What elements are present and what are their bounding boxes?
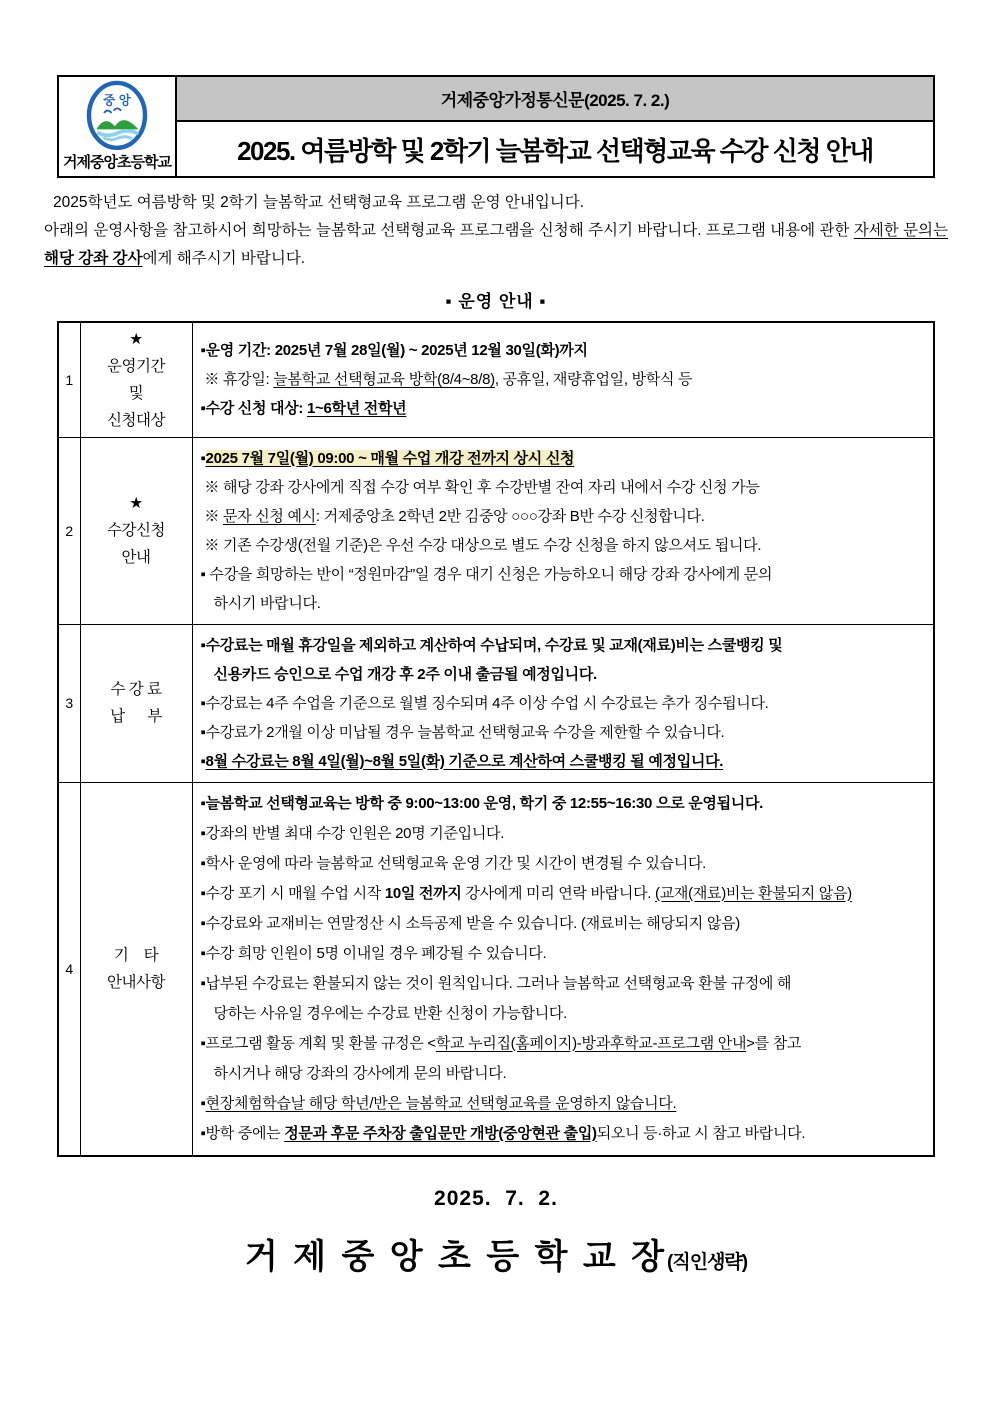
school-name: 거제중앙초등학교 [63, 154, 171, 171]
text-segment: 강사에게 미리 연락 바랍니다. [461, 884, 656, 902]
text-segment: ▪수강료가 2개월 이상 미납될 경우 늘봄학교 선택형교육 수강을 제한할 수 있습니다. [200, 723, 725, 741]
newsletter-title-bar: 거제중앙가정통신문(2025. 7. 2.) [177, 77, 933, 122]
text-segment: ▪ [200, 752, 206, 770]
row-content [192, 437, 934, 624]
text-segment: 학교 누리집(홈페이지)-방과후학교-프로그램 안내 [435, 1034, 747, 1052]
content-line [201, 531, 926, 560]
row-content [192, 782, 934, 1156]
content-line [201, 631, 926, 660]
text-segment: , 공휴일, 재량휴업일, 방학식 등 [494, 371, 693, 389]
content-line [201, 1029, 926, 1059]
content-line [201, 969, 926, 999]
content-line [201, 660, 926, 689]
content-line [201, 444, 926, 473]
content-line [201, 1089, 926, 1119]
row-label [80, 782, 192, 1156]
text-segment: ▪수강료는 매월 휴강일을 제외하고 계산하여 수납되며, 수강료 및 교재(재료)비는 스쿨뱅킹 및 [200, 636, 783, 654]
text-segment: >를 참고 [746, 1034, 802, 1052]
text-segment: ▪학사 운영에 따라 늘봄학교 선택형교육 운영 기간 및 시간이 변경될 수 있습니다. [200, 854, 707, 872]
table-row [58, 624, 934, 782]
info-table [57, 321, 935, 1157]
row-label-line: 운영기간 [107, 357, 165, 375]
text-segment: 하시기 바랍니다. [213, 594, 321, 612]
content-line [201, 909, 926, 939]
info-table-body [58, 322, 934, 1156]
row-content [192, 322, 934, 437]
text-segment: ▪수강 희망 인원이 5명 이내일 경우 폐강될 수 있습니다. [200, 944, 547, 962]
row-label [80, 437, 192, 624]
text-segment: ▪수강 포기 시 매월 수업 시작 [200, 884, 385, 902]
text-segment: ▪운영 기간: 2025년 7월 28일(월) ~ 2025년 12월 30일(화)까지 [200, 342, 588, 360]
text-segment: ▪프로그램 활동 계획 및 환불 규정은 < [200, 1034, 436, 1052]
intro [44, 189, 948, 273]
row-label-line: 납 부 [110, 708, 162, 725]
text-segment: : 거제중앙초 2학년 2반 김중앙 ○○○강좌 B반 수강 신청합니다. [315, 507, 705, 525]
school-logo-cell [59, 77, 177, 176]
row-number: 2 [58, 437, 80, 624]
text-segment: 늘봄학교 선택형교육 방학(8/4~8/8) [273, 371, 495, 389]
text-segment: ▪ [200, 1094, 206, 1112]
text-segment: ▪수강료는 4주 수업을 기준으로 월별 징수되며 4주 이상 수업 시 수강료는 추가 징수됩니다. [200, 694, 769, 712]
text-segment: ※ 해당 강좌 강사에게 직접 수강 여부 확인 후 수강반별 잔여 자리 내에서 수강 신청 가능 [200, 478, 760, 496]
principal-name: 거 제 중 앙 초 등 학 교 장 [244, 1237, 668, 1276]
content-line [201, 394, 926, 423]
content-line [201, 502, 926, 531]
school-logo-icon [80, 80, 154, 150]
text-segment: 되오니 등·하교 시 참고 바랍니다. [596, 1124, 806, 1142]
seal-note: (직인생략) [667, 1251, 748, 1273]
content-line [201, 1059, 926, 1089]
content-line [201, 999, 926, 1029]
text-segment: 해당 강좌 강사 [44, 250, 143, 267]
logo-text: 중 앙 [103, 93, 131, 108]
row-label-line: ★ [129, 495, 143, 512]
text-segment: ▪ [200, 449, 206, 467]
text-segment: ※ [200, 507, 223, 525]
row-label-line: 안내사항 [107, 973, 165, 991]
text-segment: 현장체험학습날 해당 학년/반은 늘봄학교 선택형교육를 운영하지 않습니다. [205, 1094, 677, 1112]
text-segment: 당하는 사유일 경우에는 수강료 반환 신청이 가능합니다. [213, 1004, 567, 1022]
intro-paragraph [44, 217, 948, 273]
text-segment: 2025학년도 여름방학 및 2학기 늘봄학교 선택형교육 프로그램 운영 안내입니다. [53, 194, 585, 211]
text-segment: 신용카드 승인으로 수업 개강 후 2주 이내 출금될 예정입니다. [213, 665, 597, 683]
content-line [201, 747, 926, 776]
content-line [201, 365, 926, 394]
row-label-line: 기 타 [113, 946, 159, 964]
row-label-line: 및 [128, 384, 144, 402]
content-line [201, 789, 926, 819]
row-number: 3 [58, 624, 80, 782]
content-line [201, 336, 926, 365]
content-line [201, 689, 926, 718]
text-segment: 아래의 운영사항을 참고하시어 희망하는 늘봄학교 선택형교육 프로그램을 신청해 주시기 바랍니다. 프로그램 내용에 관한 [44, 222, 854, 239]
text-segment: 10일 전까지 [384, 884, 462, 902]
text-segment: ▪늘봄학교 선택형교육는 방학 중 9:00~13:00 운영, 학기 중 12:55~16:30 으로 운영됩니다. [200, 794, 764, 812]
text-segment: (교재(재료)비는 환불되지 않음) [655, 884, 852, 902]
content-line [201, 939, 926, 969]
content-line [201, 849, 926, 879]
text-segment: 2025 7월 7일(월) 09:00 ~ 매월 수업 개강 전까지 상시 신청 [205, 449, 575, 467]
row-label [80, 624, 192, 782]
text-segment: 8월 수강료는 8월 4일(월)~8월 5일(화) 기준으로 계산하여 스쿨뱅킹 될 예정입니다. [205, 752, 724, 770]
text-segment: 1~6학년 전학년 [306, 400, 407, 418]
text-segment: 문자 신청 예시 [222, 507, 316, 525]
table-row [58, 437, 934, 624]
text-segment: ▪강좌의 반별 최대 수강 인원은 20명 기준입니다. [200, 824, 505, 842]
row-number: 4 [58, 782, 80, 1156]
content-line [201, 879, 926, 909]
row-content [192, 624, 934, 782]
content-line [201, 560, 926, 589]
text-segment: ▪방학 중에는 [200, 1124, 285, 1142]
header-right [177, 77, 933, 176]
text-segment: ▪ 수강을 희망하는 반이 “정원마감”일 경우 대기 신청은 가능하오니 해당 강좌 강사에게 문의 [200, 565, 773, 583]
row-number: 1 [58, 322, 80, 437]
text-segment: ▪납부된 수강료는 환불되지 않는 것이 원칙입니다. 그러나 늘봄학교 선택형교육 환불 규정에 해 [200, 974, 792, 992]
text-segment: ▪수강료와 교재비는 연말정산 시 소득공제 받을 수 있습니다. (재료비는 해당되지 않음) [200, 914, 740, 932]
row-label [80, 322, 192, 437]
section-heading: ▪ 운영 안내 ▪ [445, 292, 547, 311]
text-segment: ※ 기존 수강생(전월 기준)은 우선 수강 대상으로 별도 수강 신청을 하지 않으셔도 됩니다. [200, 536, 762, 554]
row-label-line: 신청대상 [107, 411, 165, 429]
content-line [201, 718, 926, 747]
header [57, 75, 935, 178]
row-label-line: ★ [129, 330, 143, 348]
text-segment: ※ 휴강일: [200, 371, 274, 389]
table-row [58, 322, 934, 437]
content-line [201, 819, 926, 849]
content-line [201, 473, 926, 502]
content-line [201, 1119, 926, 1149]
text-segment: ▪수강 신청 대상: [200, 400, 307, 418]
row-label-line: 수강신청 [107, 522, 165, 539]
signature [0, 1229, 992, 1278]
text-segment: 자세한 문의는 [853, 222, 948, 239]
row-label-line: 수 강 료 [110, 681, 162, 698]
text-segment: 에게 해주시기 바랍니다. [142, 250, 306, 267]
text-segment: 하시거나 해당 강좌의 강사에게 문의 바랍니다. [213, 1064, 507, 1082]
text-segment: 정문과 후문 주차장 출입문만 개방(중앙현관 출입) [284, 1124, 597, 1142]
row-label-line: 안내 [121, 549, 151, 566]
issue-date: 2025. 7. 2. [434, 1186, 558, 1210]
content-line [201, 589, 926, 618]
page-title: 2025. 여름방학 및 2학기 늘봄학교 선택형교육 수강 신청 안내 [237, 135, 873, 166]
table-row [58, 782, 934, 1156]
intro-paragraph [44, 189, 948, 217]
